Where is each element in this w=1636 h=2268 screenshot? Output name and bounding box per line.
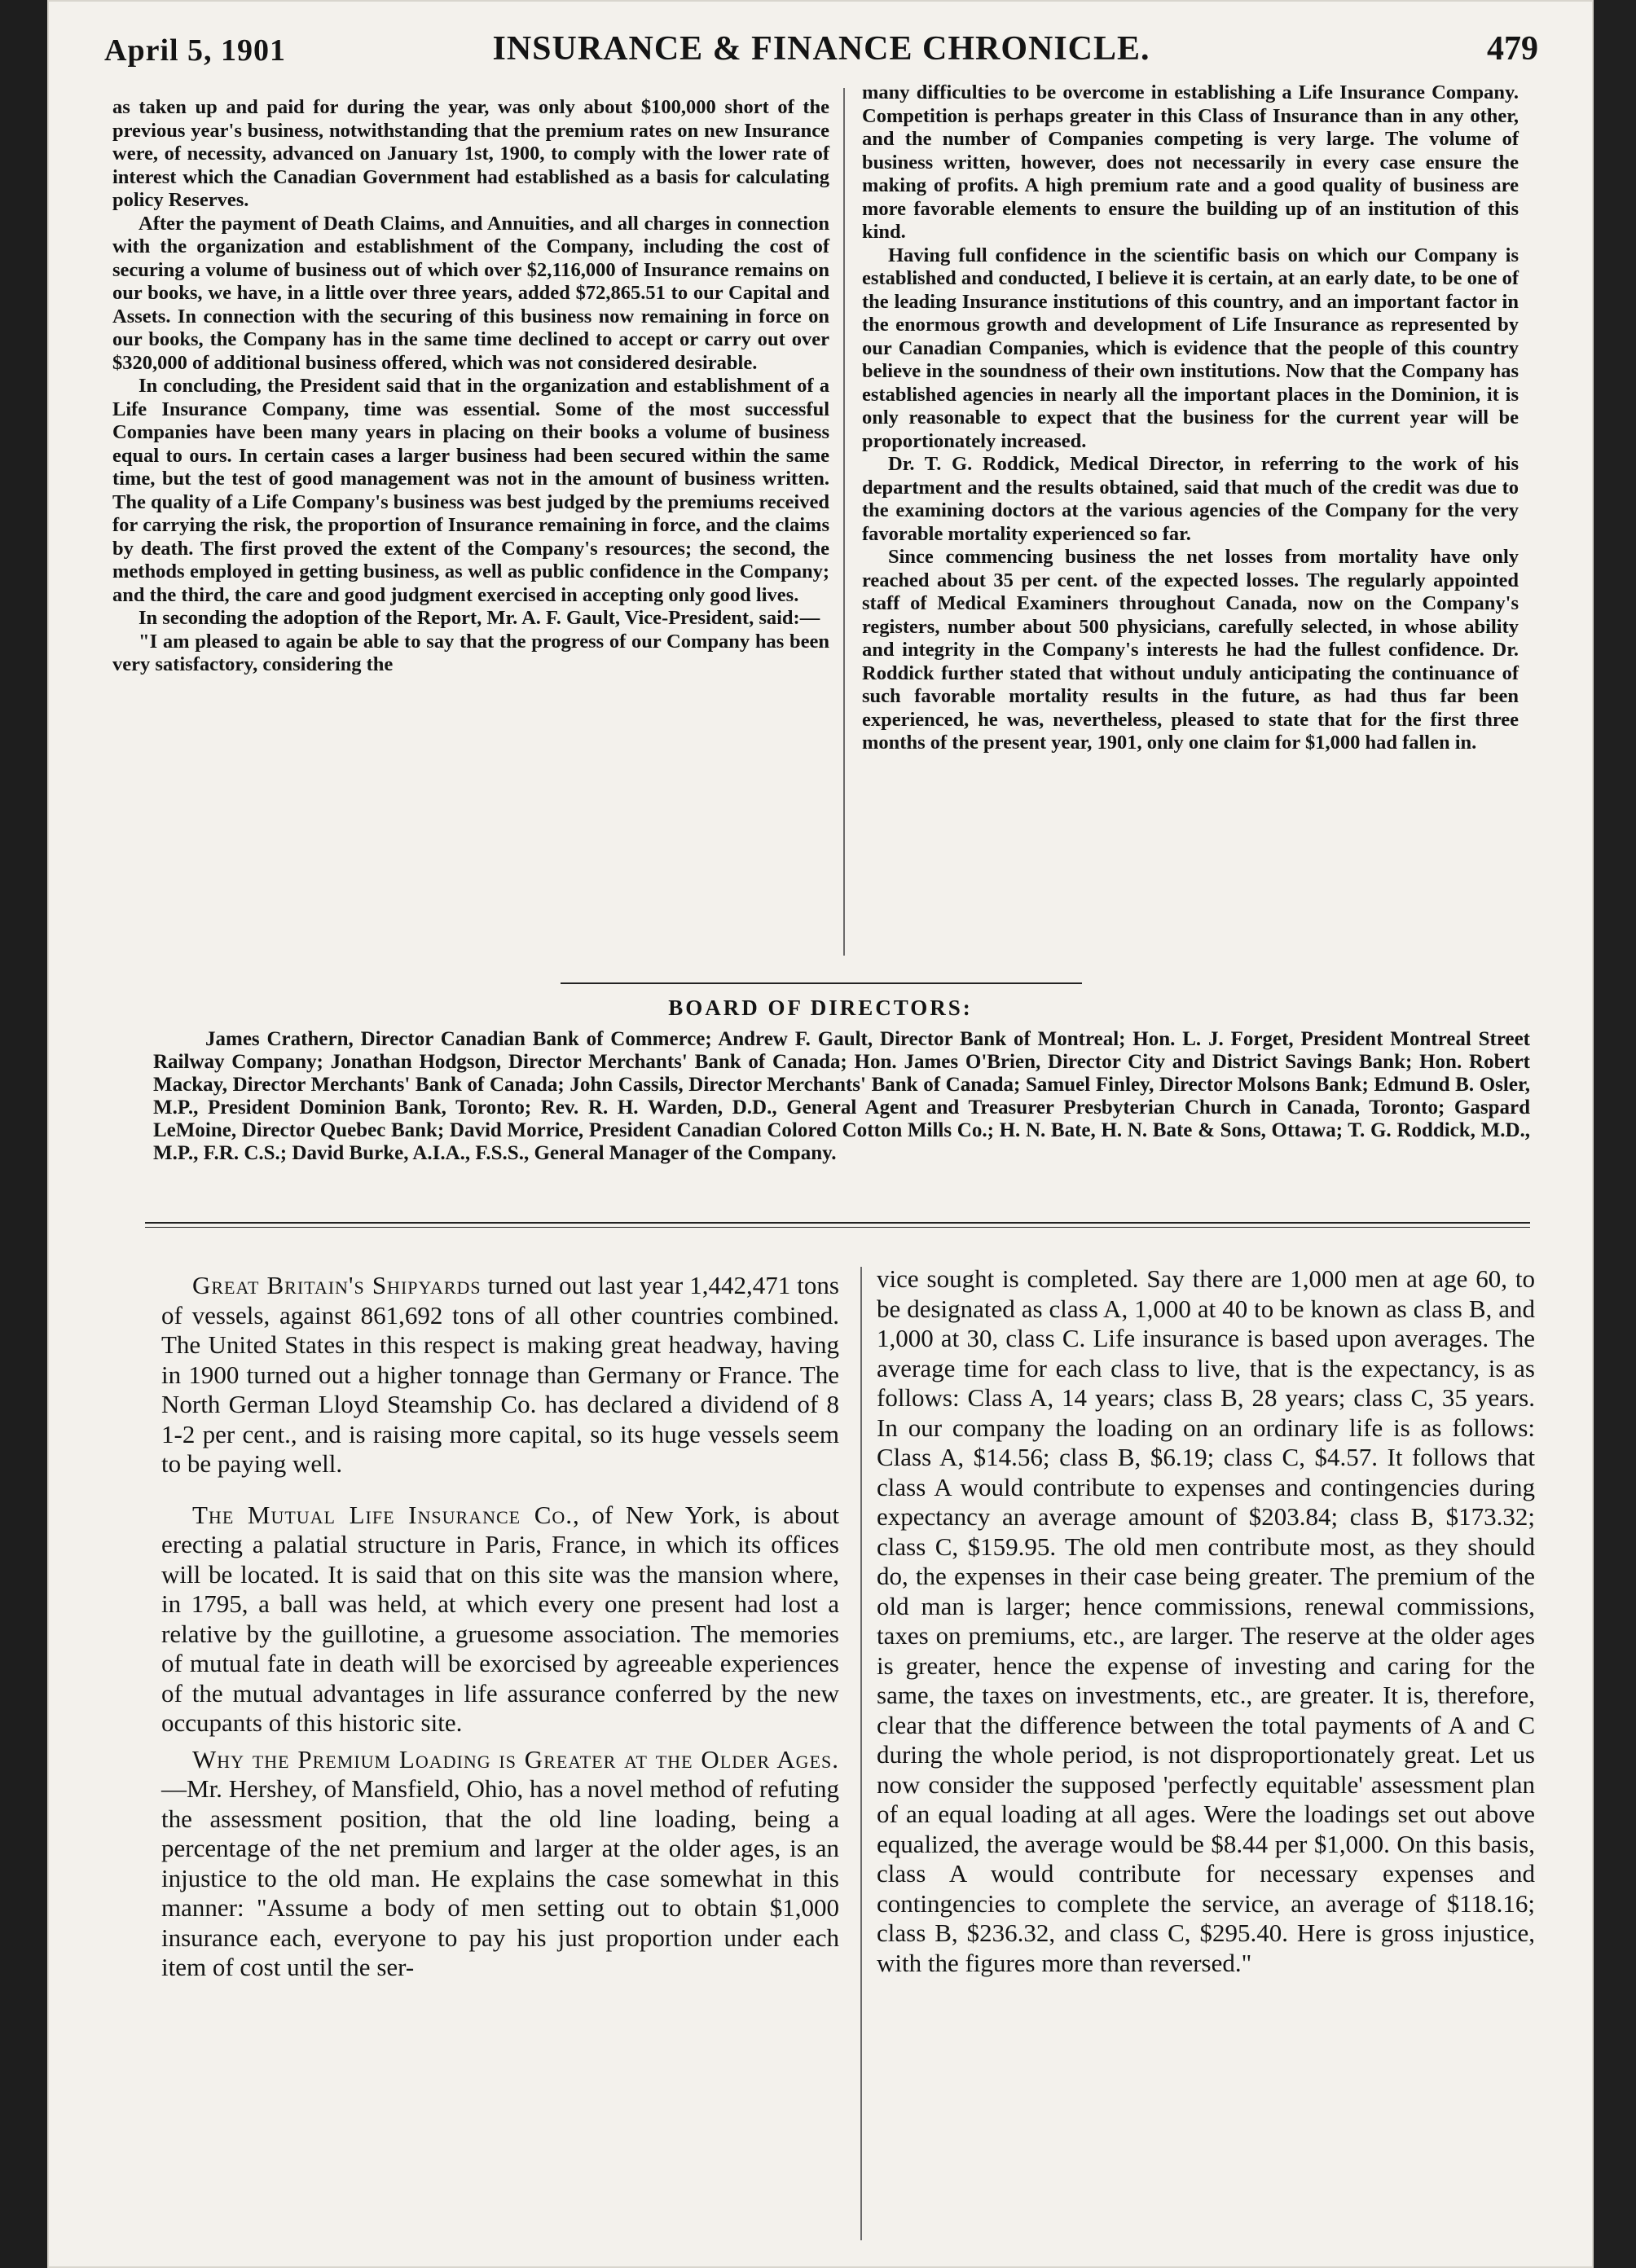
bottom-left-column — [161, 1271, 839, 2216]
paragraph: In seconding the adoption of the Report, Mr. A. F. Gault, Vice-President, said:— — [139, 607, 820, 629]
page-number: 479 — [1487, 30, 1538, 68]
scan-left-edge — [0, 0, 47, 2268]
article-premium-loading — [161, 1745, 839, 1983]
article-lead: The Mutual Life Insurance Co. — [192, 1500, 574, 1529]
article-body: turned out last year 1,442,471 tons of vessels, against 861,692 tons of all other countries combined. The United States in this respect is making great headway, having in 1900 turned out a higher tonnage than Germany or France. The North German Lloyd Steamship Co. has declared a dividend of 8 1-2 per cent., and is raising more capital, so its huge vessels seem to be paying well. — [161, 1271, 839, 1478]
paragraph: In concluding, the President said that in the organization and establishment of a Life Insurance Company, time was essential. Some of the most successful Companies have been many years in placing on their books a volume of business equal to ours. In certain cases a larger business had been secured within the same time, but the test of good management was not in the amount of business written. The quality of a Life Company's business was best judged by the premiums received for carrying the risk, the proportion of Insurance remaining in force, and the claims by death. The first proved the extent of the Company's resources; the second, the methods employed in getting business, as well as public confidence in the Company; and the third, the care and good judgment exercised in accepting only good lives. — [112, 375, 829, 606]
section-rule — [145, 1222, 1530, 1224]
article-continuation: vice sought is completed. Say there are 1,000 men at age 60, to be designated as class A, 1,000 at 40 to be known as class B, and 1,000 at 30, class C. Life insurance is based upon averages. The average time for each class to live, that is the expectancy, is as follows: Class A, 14 years; class B, 28 years; class C, 35 years. In our company the loading on an ordinary life is as follows: Class A, $14.56; class B, $6.19; class C, $4.57. It follows that class A would contribute to expenses and contingencies during expectancy an average amount of $203.84; class B, $173.32; class C, $159.95. The old men contribute most, as they should do, the expenses in their case being greater. The premium of the old man is larger; hence commissions, renewal commissions, taxes on premiums, etc., are larger. The reserve at the older ages is greater, hence the expense of investing and caring for the same, the taxes on investments, etc., are greater. It is, therefore, clear that the difference between the total payments of A and C during the whole period, is not disproportionately great. Let us now consider the supposed 'perfectly equitable' assessment plan of an equal loading at all ages. Were the loadings set out above equalized, the average would be $8.44 per $1,000. On this basis, class A would contribute for necessary expenses and contingencies to complete the service, an average of $118.16; class B, $236.32, and class C, $295.40. Here is gross injustice, with the figures more than reversed." — [877, 1264, 1535, 1977]
paragraph: many difficulties to be overcome in establishing a Life Insurance Company. Competition is perhaps greater in this Class of Insurance than in any other, and the number of Companies competing is very large. The volume of business written, however, does not necessarily in every case ensure the making of profits. A high premium rate and a good quality of business are more favorable elements to ensure the building up of an institution of this kind. — [862, 81, 1519, 243]
article-body: , of New York, is about erecting a palatial structure in Paris, France, in which its offices will be located. It is said that on this site was the mansion where, in 1795, a ball was held, at which every one present had lost a relative by the guillotine, a gruesome association. The memories of mutual fate in death will be exorcised by agreeable experiences of the mutual advantages in life assurance conferred by the new occupants of this historic site. — [161, 1500, 839, 1737]
section-rule — [145, 1227, 1530, 1228]
top-left-column — [112, 96, 829, 943]
column-divider — [843, 88, 845, 956]
board-text: James Crathern, Director Canadian Bank of Commerce; Andrew F. Gault, Director Bank of Montreal; Hon. L. J. Forget, President Montreal Street Railway Company; Jonathan Hodgson, Director Merchants' Bank of Canada; Hon. James O'Brien, Director City and District Savings Bank; Hon. Robert Mackay, Director Merchants' Bank of Canada; John Cassils, Director Merchants' Bank of Canada; Samuel Finley, Director Molsons Bank; Edmund B. Osler, M.P., President Dominion Bank, Toronto; Rev. R. H. Warden, D.D., General Agent and Treasurer Presbyterian Church in Canada, Toronto; Gaspard LeMoine, Director Quebec Bank; David Morrice, President Canadian Colored Cotton Mills Co.; H. N. Bate, H. N. Bate & Sons, Ottawa; T. G. Roddick, M.D., M.P., F.R. C.S.; David Burke, A.I.A., F.S.S., General Manager of the Company. — [153, 1028, 1530, 1164]
paragraph: as taken up and paid for during the year, was only about $100,000 short of the previous year's business, notwithstanding that the premium rates on new Insurance were, of necessity, advanced on January 1st, 1900, to comply with the lower rate of interest which the Canadian Government had established as a basis for calculating policy Reserves. — [112, 96, 829, 211]
section-rule — [561, 982, 1082, 984]
paragraph: Since commencing business the net losses from mortality have only reached about 35 per cent. of the expected losses. The regularly appointed staff of Medical Examiners throughout Canada, now on the Company's registers, number about 500 physicians, carefully selected, in whose ability and integrity in the Company's interests he had the fullest confidence. Dr. Roddick further stated that without unduly anticipating the continuance of such favorable mortality results in the future, as had thus far been experienced, he was, nevertheless, pleased to state that for the first three months of the present year, 1901, only one claim for $1,000 had fallen in. — [862, 546, 1519, 754]
issue-date: April 5, 1901 — [104, 33, 287, 68]
paragraph: After the payment of Death Claims, and Annuities, and all charges in connection with the organization and establishment of the Company, including the cost of securing a volume of business out of which over $2,116,000 of Insurance remains on our books, we have, in a little over three years, added $72,865.51 to our Capital and Assets. In connection with the securing of this business now remaining in force on our books, the Company has in the same time declined to accept or carry out over $320,000 of additional business offered, which was not considered desirable. — [112, 212, 829, 374]
board-heading: BOARD OF DIRECTORS: — [668, 996, 973, 1020]
article-lead: Great Britain's Shipyards — [192, 1271, 482, 1299]
board-directors-list — [153, 1028, 1530, 1165]
bottom-right-column — [877, 1264, 1535, 2226]
paragraph: "I am pleased to again be able to say that the progress of our Company has been very satisfactory, considering the — [112, 630, 829, 675]
newspaper-page — [47, 0, 1594, 2268]
article-mutual-life — [161, 1501, 839, 1738]
page-header — [104, 15, 1538, 75]
article-shipyards — [161, 1271, 839, 1479]
top-right-column — [862, 81, 1519, 945]
article-body: —Mr. Hershey, of Mansfield, Ohio, has a novel method of refuting the assessment position, that the old line loading, being a percentage of the net premium and larger at the older ages, is an injustice to the old man. He explains the case somewhat in this manner: "Assume a body of men setting out to obtain $1,000 insurance each, everyone to pay his just proportion under each item of cost until the ser- — [161, 1774, 839, 1981]
publication-title: INSURANCE & FINANCE CHRONICLE. — [492, 30, 1150, 68]
paragraph: Having full confidence in the scientific basis on which our Company is established and conducted, I believe it is certain, at an early date, to be one of the leading Insurance institutions of this country, and an important factor in the enormous growth and development of Life Insurance as represented by our Canadian Companies, which is evidence that the people of this country believe in the soundness of their own institutions. Now that the Company has established agencies in nearly all the important places in the Dominion, it is only reasonable to expect that the business for the current year will be proportionately increased. — [862, 244, 1519, 452]
scan-right-edge — [1594, 0, 1636, 2268]
paragraph: Dr. T. G. Roddick, Medical Director, in referring to the work of his department and the results obtained, said that much of the credit was due to the examining doctors at the various agencies of the Company for the very favorable mortality experienced so far. — [862, 453, 1519, 545]
column-divider — [860, 1267, 862, 2240]
article-lead: Why the Premium Loading is Greater at the Older Ages. — [192, 1744, 839, 1774]
